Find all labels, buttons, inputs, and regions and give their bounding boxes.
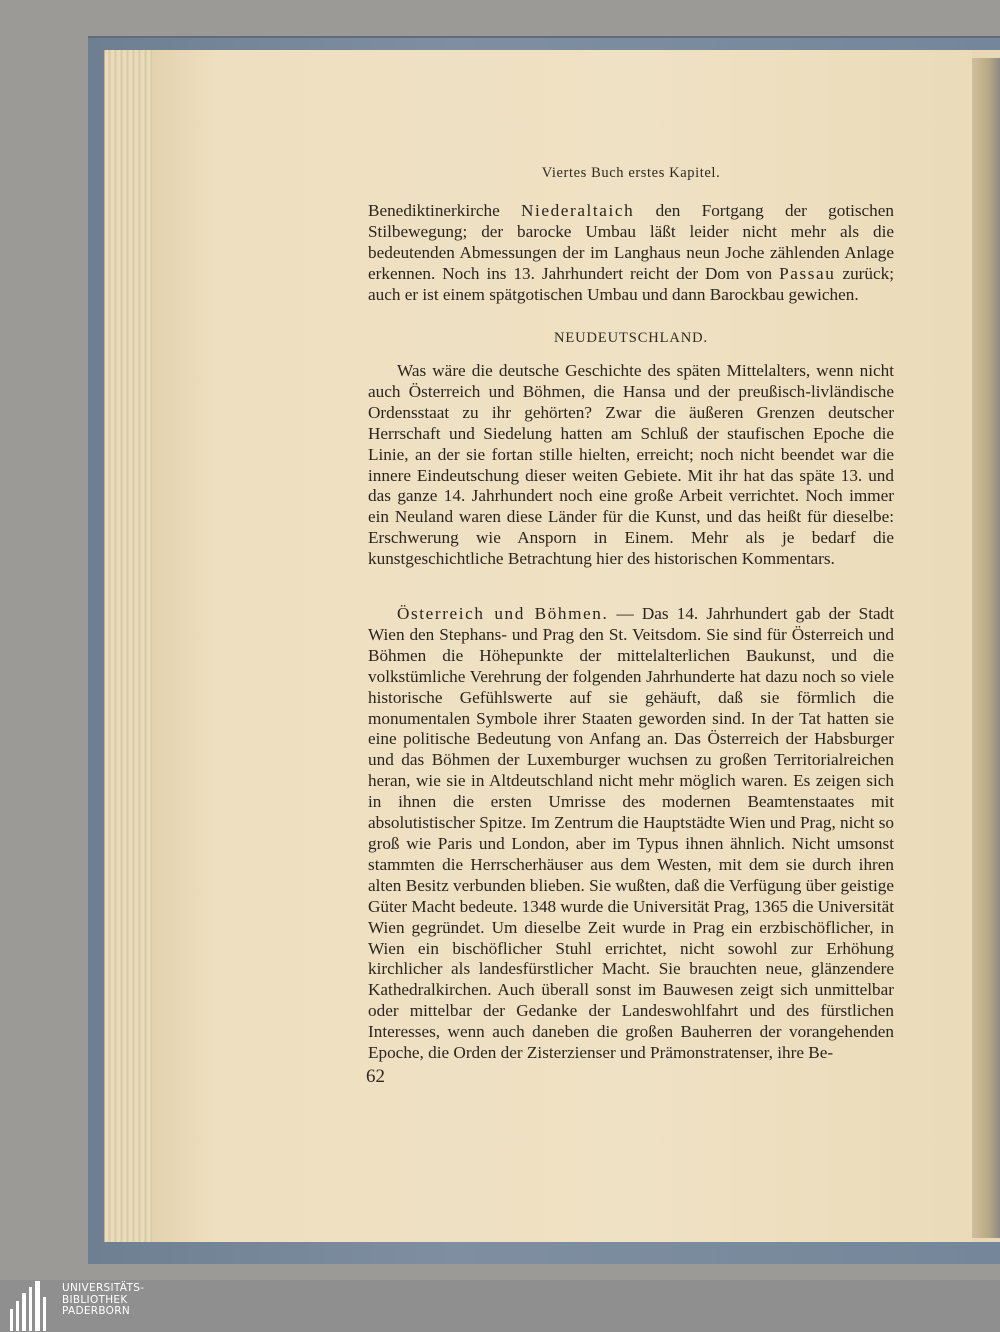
section-heading: NEUDEUTSCHLAND. [553, 330, 709, 346]
page-gutter-shadow [972, 58, 1000, 1238]
page-number: 62 [366, 1066, 385, 1087]
paragraph-text: — Das 14. Jahrhundert gab der Stadt Wien den Stephans- und Prag den St. Veitsdom. Sie sind für Österreich und Böhmen die Höhepunkte der mittelalterlichen Baukunst, und die volkstümliche Verehrung der folgenden Jahrhunderte hat dazu noch so viele historische Gefühlswerte auf sie gehäuft, daß sie förmlich die monumentalen Symbole ihrer Staaten geworden sind. In der Tat hatten sie eine politische Bedeutung von Anfang an. Das Österreich der Habsburger und das Böhmen der Luxemburger wuchsen zu großen Territorialreichen heran, wie sie in Altdeutschland nicht mehr möglich waren. Es zeigen sich in ihnen die ersten Umrisse des modernen Beamtenstaates mit absolutistischer Spitze. Im Zentrum die Hauptstädte Wien und Prag, nicht so groß wie Paris und London, aber im Typus ihnen ähnlich. Nicht umsonst stammten die Herrscherhäuser aus dem Westen, mit dem sie durch ihren alten Besitz verbunden blieben. Sie wußten, daß die Verfügung über geistige Güter Macht bedeute. 1348 wurde die Universität Prag, 1365 die Universität Wien gegründet. Um dieselbe Zeit wurde in Prag ein erzbischöflicher, in Wien ein bischöflicher Stuhl errichtet, nicht sowohl zur Erhöhung kirchlicher als landesfürstlicher Macht. Sie brauchten neue, glänzendere Kathedralkirchen. Auch überall sonst im Bauwesen zeigt sich unmittelbar oder mittelbar der Gedanke der Landeswohlfahrt und des fürstlichen Interesses, wenn auch daneben die großen Bauherren der vorangehenden Epoche, die Orden der Zisterzienser und Prämonstratenser, ihre Be- [368, 604, 894, 1063]
paragraph-text: Was wäre die deutsche Geschichte des späten Mittelalters, wenn nicht auch Österreich und Böhmen, die Hansa und der preußisch-livländische Ordensstaat zu ihr gehörten? Zwar die äußeren Grenzen deutscher Herrschaft und Siedelung hatten am Schluß der staufischen Epoche die Linie, an der sie fortan stille hielten, erreicht; noch nicht beendet war die innere Eindeutschung dieser weiten Gebiete. Mit ihr hat das späte 13. und das ganze 14. Jahrhundert noch eine große Arbeit verrichtet. Noch immer ein Neuland waren diese Länder für die Kunst, und das heißt für dieselbe: Erschwerung wie Ansporn in Einem. Mehr als je bedarf die kunstgeschichtliche Betrachtung hier des historischen Kommentars. [368, 361, 894, 569]
paragraph-text: zurück; auch er ist einem spätgotischen Umbau und dann Barockbau gewichen. [368, 263, 894, 304]
library-name-line: UNIVERSITÄTS- [62, 1282, 145, 1294]
paragraph-text: Benediktinerkirche [368, 201, 521, 220]
paragraph-neudeutschland [368, 361, 894, 570]
library-logo-icon [10, 1281, 54, 1331]
library-name-line: BIBLIOTHEK [62, 1293, 128, 1306]
paragraph-oesterreich-boehmen [368, 604, 894, 1064]
page-edges [104, 50, 153, 1242]
paragraph-continuation [368, 201, 894, 306]
library-name-line: PADERBORN [62, 1305, 130, 1317]
place-name-niederaltaich: Niederaltaich [520, 201, 635, 220]
library-name [62, 1283, 144, 1318]
place-name-passau: Passau [779, 263, 836, 283]
running-head: Viertes Buch erstes Kapitel. [541, 165, 721, 181]
paragraph-text: den Fortgang der gotischen Stilbewegung; der barocke Umbau läßt leider nicht mehr als die bedeutenden Abmessungen der im Langhaus neun Joche zählenden Anlage erkennen. Noch ins 13. Jahrhundert reicht der Dom von [368, 201, 895, 283]
library-footer [0, 1280, 1000, 1332]
subsection-lead: Österreich und Böhmen. [397, 604, 609, 623]
